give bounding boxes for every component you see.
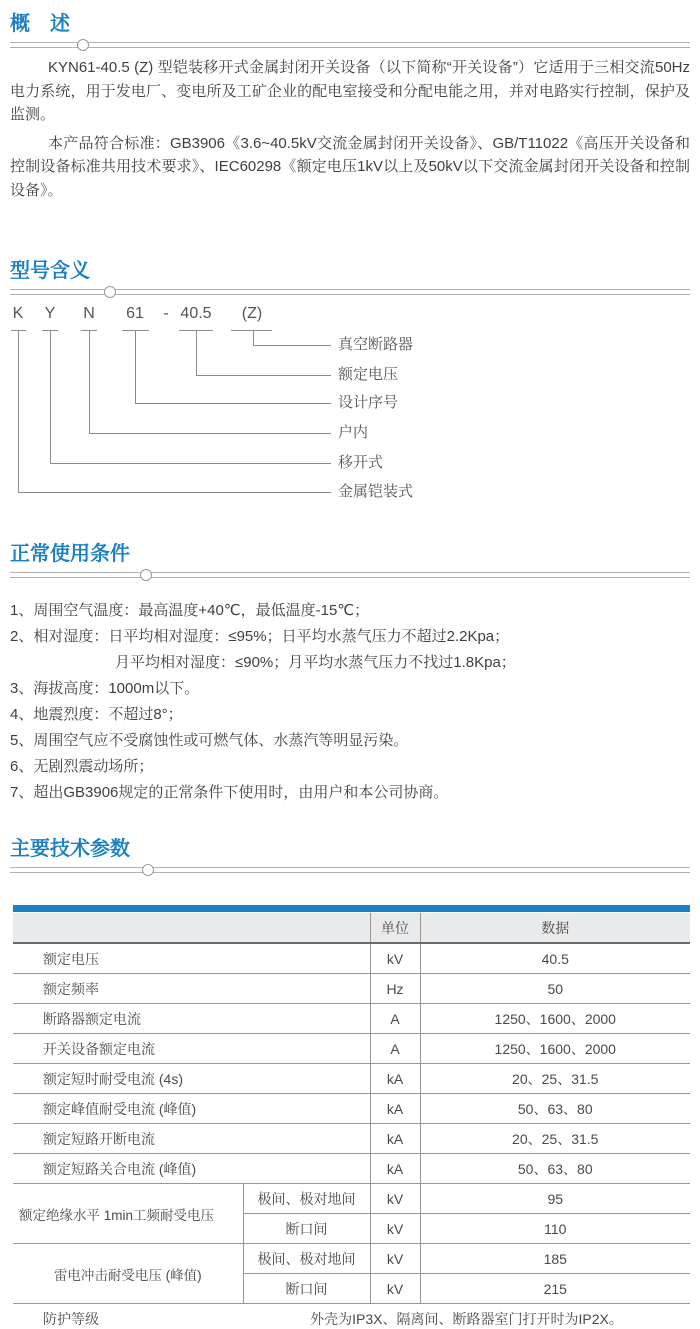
group-name-cell: 额定绝缘水平 1min工频耐受电压 (13, 1184, 243, 1244)
condition-item: 3、海拔高度：1000m以下。 (10, 680, 200, 697)
param-name-cell: 额定短路开断电流 (13, 1124, 370, 1154)
section-header-overview (10, 12, 690, 48)
table-row (13, 943, 690, 974)
params-title: 主要技术参数 (10, 838, 130, 860)
data-cell: 1250、1600、2000 (420, 1004, 690, 1034)
overview-rule (10, 42, 690, 48)
condition-item: 1、周围空气温度：最高温度+40℃，最低温度-15℃； (10, 602, 370, 619)
technical-parameters-table (13, 913, 690, 1329)
sub-condition-cell: 极间、极对地间 (243, 1244, 370, 1274)
model-title: 型号含义 (10, 260, 90, 282)
condition-item: 5、周围空气应不受腐蚀性或可燃气体、水蒸汽等明显污染。 (10, 732, 409, 749)
data-cell: 20、25、31.5 (420, 1064, 690, 1094)
model-char-dash: - (163, 305, 169, 322)
rule-dot-icon (142, 864, 154, 876)
table-row (13, 1064, 690, 1094)
data-cell: 40.5 (420, 943, 690, 974)
param-name-cell: 额定电压 (13, 943, 370, 974)
model-char-y: Y (44, 305, 56, 322)
unit-cell: A (370, 1004, 420, 1034)
params-rule (10, 867, 690, 873)
section-header-conditions (10, 542, 690, 578)
header-data-cell: 数据 (420, 913, 690, 943)
data-cell: 20、25、31.5 (420, 1124, 690, 1154)
unit-cell: kA (370, 1064, 420, 1094)
data-cell: 185 (420, 1244, 690, 1274)
model-char-k: K (12, 305, 24, 322)
param-name-cell: 额定频率 (13, 974, 370, 1004)
table-row (13, 1124, 690, 1154)
data-cell: 50 (420, 974, 690, 1004)
header-empty-cell (13, 913, 370, 943)
model-rule (10, 289, 690, 295)
unit-cell: kV (370, 1184, 420, 1214)
unit-cell: kV (370, 943, 420, 974)
table-group-row (13, 1244, 690, 1274)
rule-dot-icon (104, 286, 116, 298)
data-cell: 50、63、80 (420, 1094, 690, 1124)
group-name-cell: 雷电冲击耐受电压 (峰值) (13, 1244, 243, 1304)
rule-dot-icon (77, 39, 89, 51)
overview-paragraph: 本产品符合标准：GB3906《3.6~40.5kV交流金属封闭开关设备》、GB/T11022《高压开关设备和控制设备标准共用技术要求》、IEC60298《额定电压1kV以上及50kV以下交流金属封闭开关设备和控制设备》。 (10, 134, 690, 199)
overview-paragraph: KYN61-40.5 (Z) 型铠装移开式金属封闭开关设备（以下简称“开关设备”）它适用于三相交流50Hz电力系统，用于发电厂、变电所及工矿企业的配电室接受和分配电能之用，并对电路实行控制，保护及监测。 (10, 59, 690, 123)
unit-cell: Hz (370, 974, 420, 1004)
model-char-n: N (83, 305, 95, 322)
unit-cell: A (370, 1034, 420, 1064)
overview-title: 概 述 (10, 13, 70, 35)
unit-cell: kA (370, 1124, 420, 1154)
model-label-vacuum-breaker: 真空断路器 (338, 336, 414, 353)
rule-dot-icon (140, 569, 152, 581)
unit-cell: kV (370, 1244, 420, 1274)
model-char-61: 61 (126, 305, 144, 322)
table-row (13, 1004, 690, 1034)
conditions-rule (10, 572, 690, 578)
condition-item: 4、地震烈度：不超过8°； (10, 706, 183, 723)
model-label-withdrawable: 移开式 (338, 454, 384, 471)
condition-item-continuation: 月平均相对湿度：≤90%；月平均水蒸气压力不找过1.8Kpa； (115, 654, 516, 671)
unit-cell: kA (370, 1154, 420, 1184)
model-label-indoor: 户内 (338, 424, 369, 441)
data-cell: 110 (420, 1214, 690, 1244)
param-name-cell: 额定短时耐受电流 (4s) (13, 1064, 370, 1094)
table-top-bar (13, 905, 690, 912)
sub-condition-cell: 断口间 (243, 1274, 370, 1304)
protection-value-cell: 外壳为IP3X、隔离间、断路器室门打开时为IP2X。 (243, 1304, 690, 1329)
model-char-405: 40.5 (180, 305, 212, 322)
param-name-cell: 防护等级 (13, 1304, 243, 1329)
condition-item: 7、超出GB3906规定的正常条件下使用时，由用户和本公司协商。 (10, 784, 449, 801)
param-name-cell: 断路器额定电流 (13, 1004, 370, 1034)
table-group-row (13, 1184, 690, 1214)
param-name-cell: 开关设备额定电流 (13, 1034, 370, 1064)
unit-cell: kV (370, 1214, 420, 1244)
model-char-z: (Z) (241, 305, 263, 322)
conditions-list (10, 598, 695, 806)
branch-line-k (18, 331, 331, 493)
header-unit-cell: 单位 (370, 913, 420, 943)
model-label-metal-armored: 金属铠装式 (338, 483, 414, 500)
table-protection-row (13, 1304, 690, 1329)
overview-text (10, 56, 690, 202)
model-label-rated-voltage: 额定电压 (338, 366, 399, 383)
condition-item: 6、无剧烈震动场所； (10, 758, 154, 775)
sub-condition-cell: 断口间 (243, 1214, 370, 1244)
table-row (13, 1154, 690, 1184)
conditions-title: 正常使用条件 (10, 543, 130, 565)
unit-cell: kA (370, 1094, 420, 1124)
unit-cell: kV (370, 1274, 420, 1304)
condition-item: 2、相对湿度：日平均相对湿度：≤95%；日平均水蒸气压力不超过2.2Kpa； (10, 628, 510, 645)
model-label-design-serial: 设计序号 (338, 394, 399, 411)
param-name-cell: 额定短路关合电流 (峰值) (13, 1154, 370, 1184)
param-name-cell: 额定峰值耐受电流 (峰值) (13, 1094, 370, 1124)
data-cell: 1250、1600、2000 (420, 1034, 690, 1064)
table-header-row (13, 913, 690, 943)
data-cell: 215 (420, 1274, 690, 1304)
data-cell: 95 (420, 1184, 690, 1214)
model-code-diagram (0, 303, 700, 521)
sub-condition-cell: 极间、极对地间 (243, 1184, 370, 1214)
table-row (13, 974, 690, 1004)
section-header-params (10, 837, 690, 873)
table-row (13, 1094, 690, 1124)
data-cell: 50、63、80 (420, 1154, 690, 1184)
table-row (13, 1034, 690, 1064)
section-header-model (10, 259, 690, 295)
